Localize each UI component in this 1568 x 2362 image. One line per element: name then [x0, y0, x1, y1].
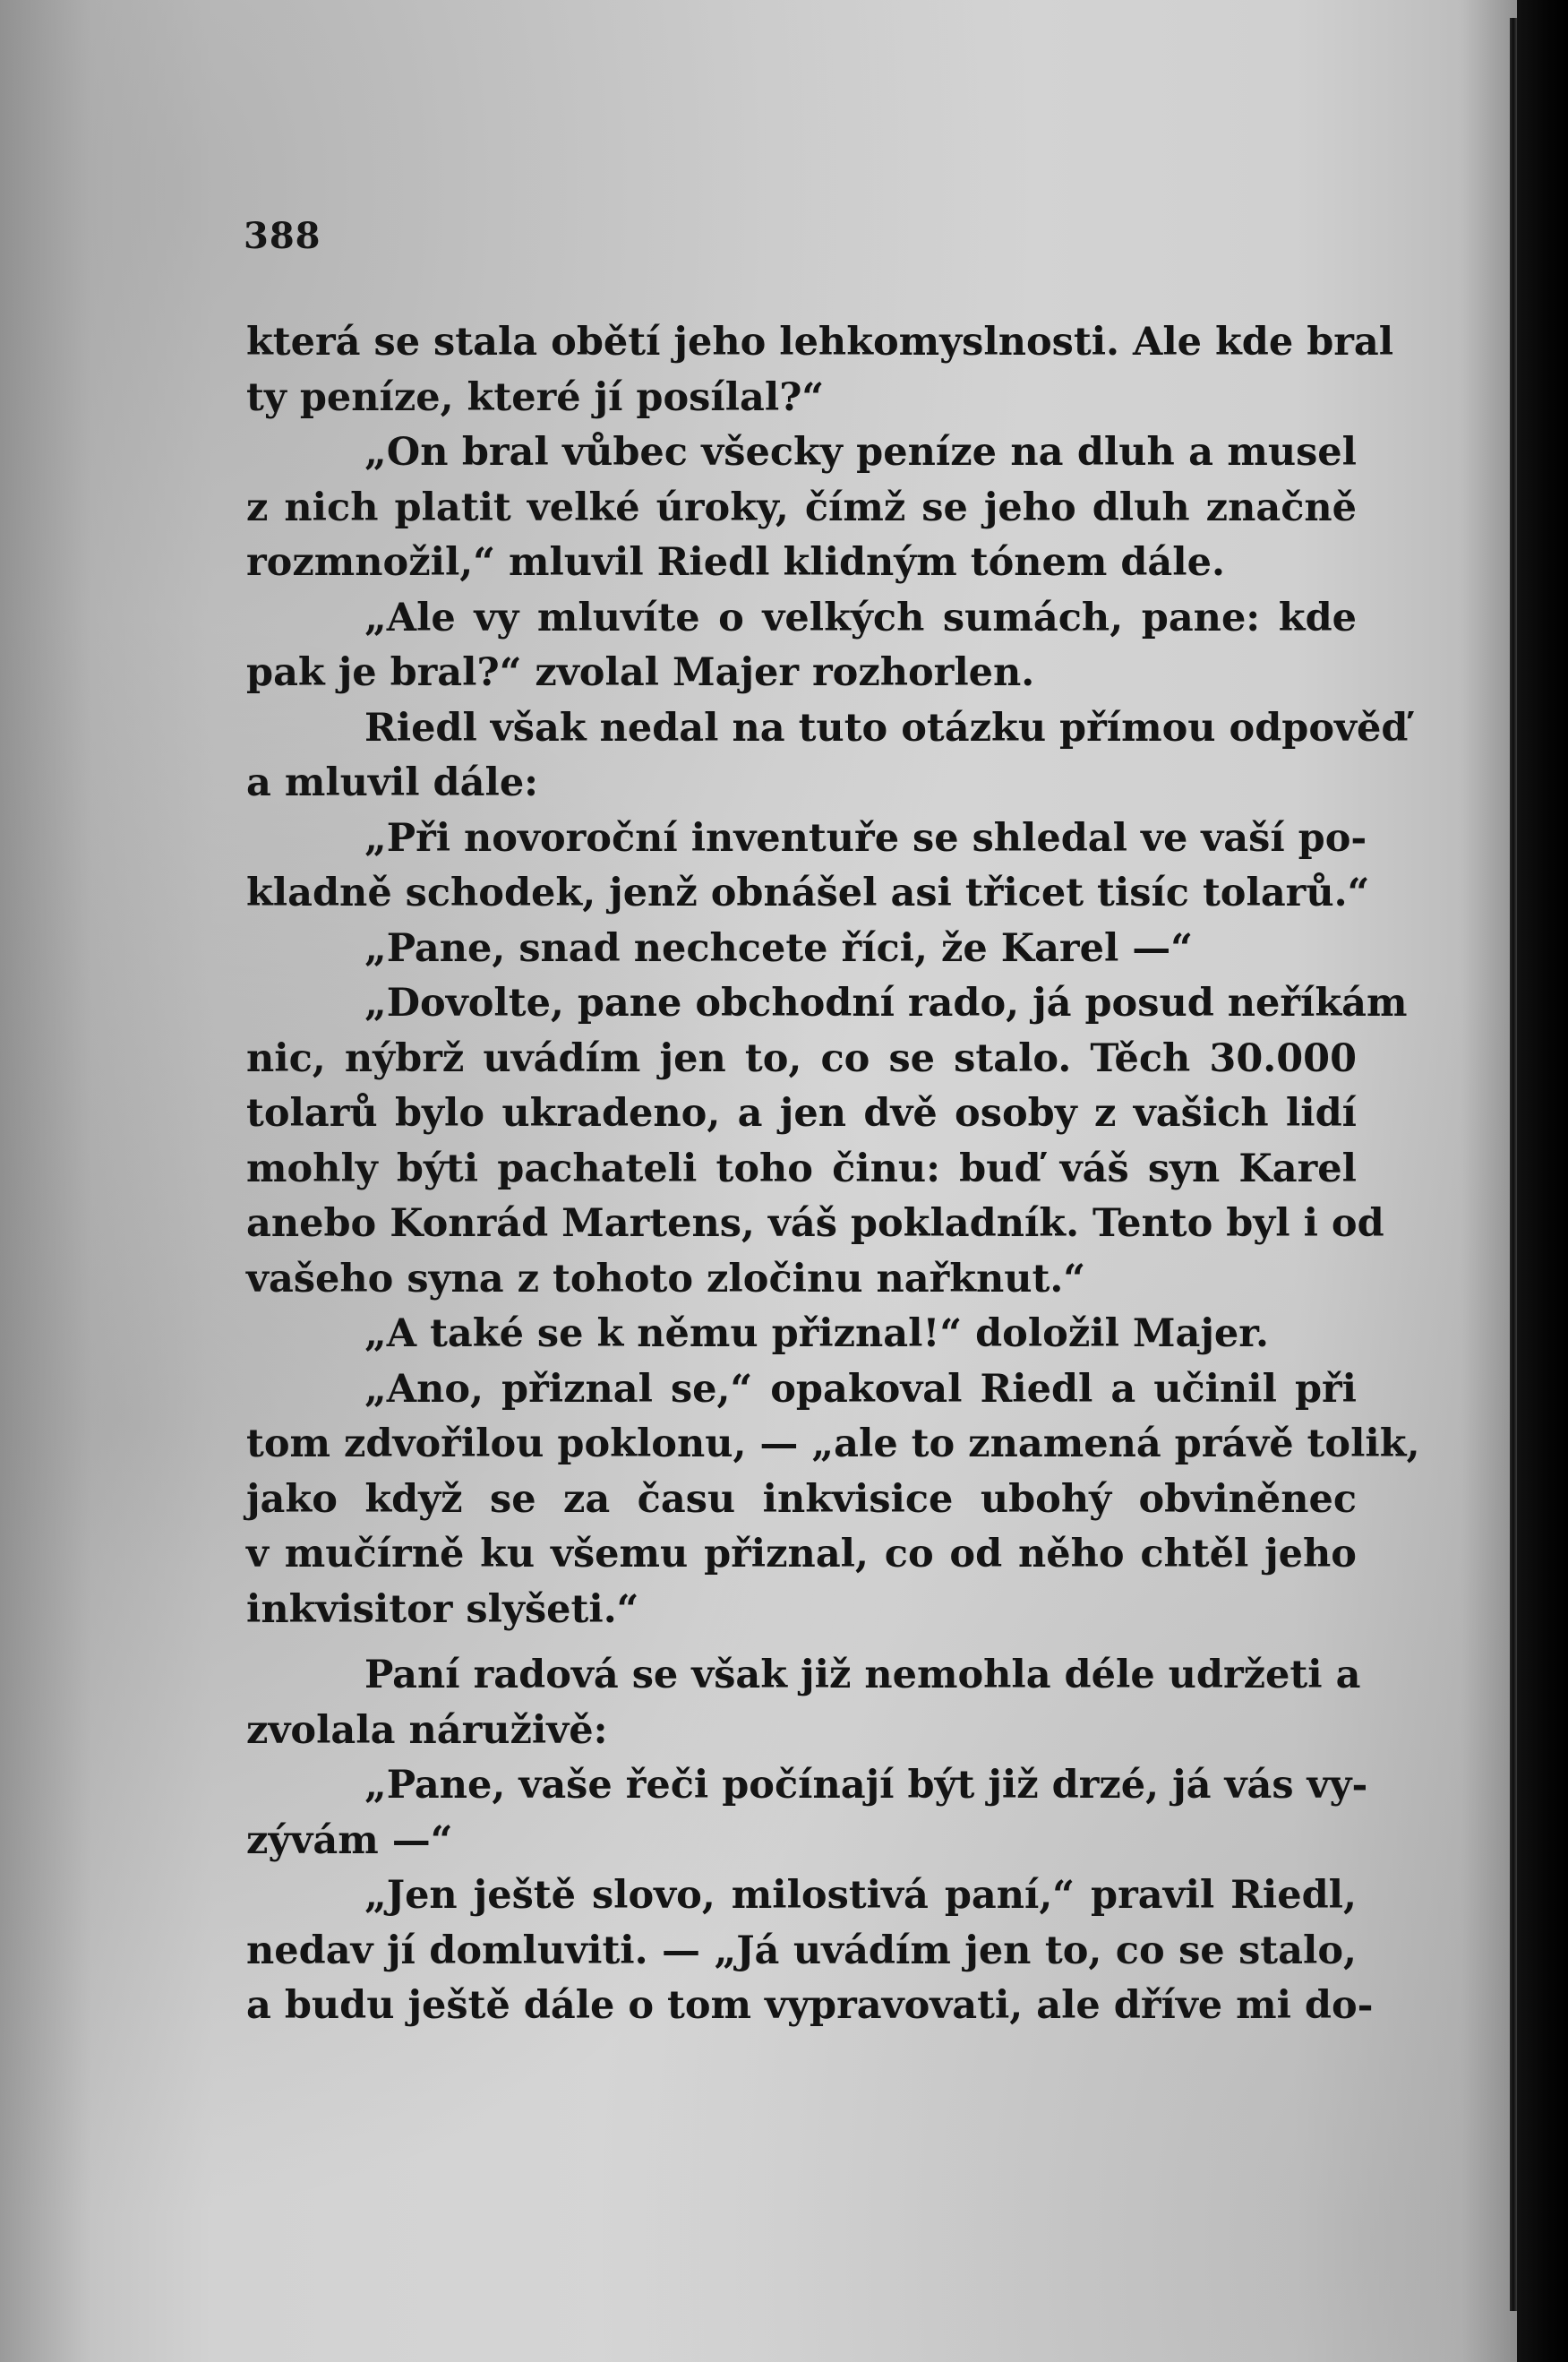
text-line: z nich platit velké úroky, čímž se jeho dluh značně [246, 485, 1357, 530]
text-line: Riedl však nedal na tuto otázku přímou odpověď [364, 705, 1409, 751]
text-line: „Jen ještě slovo, milostivá paní,“ pravil Riedl, [364, 1873, 1357, 1918]
page-number: 388 [244, 215, 321, 257]
text-line: anebo Konrád Martens, váš pokladník. Tento byl i od [246, 1201, 1384, 1246]
text-line: mohly býti pachateli toho činu: buď váš syn Karel [246, 1146, 1357, 1191]
text-line: „Ale vy mluvíte o velkých sumách, pane: kde [364, 595, 1357, 640]
text-line: jako když se za času inkvisice ubohý obviněnec [246, 1476, 1357, 1522]
text-line: „Dovolte, pane obchodní rado, já posud neříkám [364, 981, 1408, 1026]
book-spine-shadow [1510, 18, 1517, 2311]
text-line: „On bral vůbec všecky peníze na dluh a musel [364, 430, 1357, 475]
page-edge [1517, 0, 1568, 2362]
text-line: kladně schodek, jenž obnášel asi třicet tisíc tolarů.“ [246, 871, 1370, 915]
text-line: tolarů bylo ukradeno, a jen dvě osoby z vašich lidí [246, 1091, 1357, 1136]
text-line: tom zdvořilou poklonu, — „ale to znamená právě tolik, [246, 1421, 1420, 1466]
text-line: ty peníze, které jí posílal?“ [246, 374, 825, 420]
text-line: nic, nýbrž uvádím jen to, co se stalo. Těch 30.000 [246, 1035, 1357, 1081]
text-line: „Pane, vaše řeči počínají být již drzé, já vás vy- [364, 1763, 1368, 1808]
text-line: v mučírně ku všemu přiznal, co od něho chtěl jeho [246, 1532, 1357, 1576]
text-line: „A také se k němu přiznal!“ doložil Majer. [364, 1311, 1269, 1356]
text-line: zvolala náruživě: [246, 1707, 608, 1753]
text-line: Paní radová se však již nemohla déle udržeti a [364, 1653, 1361, 1697]
text-line: pak je bral?“ zvolal Majer rozhorlen. [246, 650, 1035, 695]
text-line: vašeho syna z tohoto zločinu nařknut.“ [246, 1256, 1086, 1301]
text-line: „Ano, přiznal se,“ opakoval Riedl a učinil při [364, 1366, 1357, 1412]
text-line: nedav jí domluviti. — „Já uvádím jen to, co se stalo, [246, 1928, 1357, 1973]
text-line: a budu ještě dále o tom vypravovati, ale dříve mi do- [246, 1983, 1374, 2028]
text-line: zývám —“ [246, 1817, 453, 1863]
text-line: rozmnožil,“ mluvil Riedl klidným tónem dále. [246, 540, 1225, 585]
text-line: „Při novoroční inventuře se shledal ve vaší po- [364, 815, 1367, 861]
text-line: inkvisitor slyšeti.“ [246, 1586, 639, 1632]
text-line: a mluvil dále: [246, 760, 539, 805]
text-line: která se stala obětí jeho lehkomyslnosti. Ale kde bral [246, 320, 1394, 365]
text-line: „Pane, snad nechcete říci, že Karel —“ [364, 925, 1193, 971]
body-text [246, 315, 1420, 2034]
